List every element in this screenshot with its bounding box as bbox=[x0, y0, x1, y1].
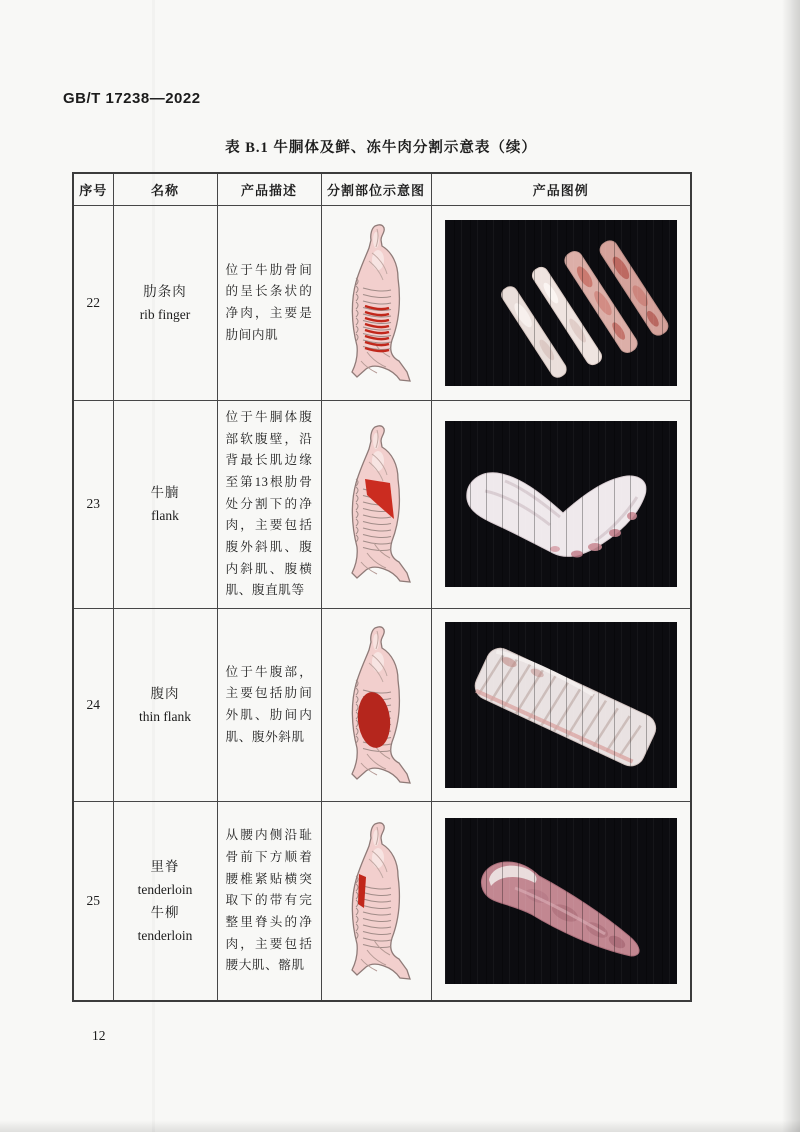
column-header-name: 名称 bbox=[113, 173, 217, 206]
product-photo-cell bbox=[431, 401, 691, 609]
cut-name bbox=[113, 206, 217, 401]
carcass-diagram bbox=[328, 222, 424, 384]
cut-description: 位于牛胴体腹部软腹壁，沿背最长肌边缘至第13根肋骨处分割下的净肉，主要包括腹外斜肌、腹内斜肌、腹横肌、腹直肌等 bbox=[217, 401, 321, 609]
product-photo-rib-finger bbox=[445, 220, 677, 386]
carcass-diagram bbox=[328, 820, 424, 982]
page-number: 12 bbox=[92, 1028, 106, 1043]
column-header-diagram: 分割部位示意图 bbox=[321, 173, 431, 206]
table-header-row bbox=[73, 173, 691, 206]
product-photo-flank bbox=[445, 421, 677, 587]
row-no: 22 bbox=[73, 206, 113, 401]
cut-name-zh: 肋条肉 bbox=[143, 284, 187, 299]
scan-edge-shadow bbox=[782, 0, 800, 1132]
cut-name-zh: 牛柳 bbox=[150, 905, 180, 921]
cut-name-zh: 牛腩 bbox=[150, 485, 180, 501]
cut-name-zh: 腹肉 bbox=[150, 685, 180, 701]
cut-description: 位于牛肋骨间的呈长条状的净肉，主要是肋间内肌 bbox=[217, 206, 321, 401]
cut-name bbox=[113, 401, 217, 609]
product-photo-tenderloin bbox=[445, 818, 677, 984]
cut-name-en: tenderloin bbox=[137, 928, 193, 944]
column-header-description: 产品描述 bbox=[217, 173, 321, 206]
product-photo-thin-flank bbox=[445, 622, 677, 788]
table-row bbox=[73, 401, 691, 609]
scan-edge-shadow bbox=[0, 1120, 800, 1132]
product-photo-cell bbox=[431, 801, 691, 1001]
cut-diagram-cell bbox=[321, 608, 431, 801]
carcass-diagram bbox=[328, 624, 424, 786]
cut-name-en: flank bbox=[151, 508, 179, 524]
cut-name bbox=[113, 608, 217, 801]
cut-diagram-cell bbox=[321, 801, 431, 1001]
table-row bbox=[73, 801, 691, 1001]
table-row bbox=[73, 608, 691, 801]
cut-diagram-cell bbox=[321, 401, 431, 609]
table-title: 表 B.1 牛胴体及鲜、冻牛肉分割示意表（续） bbox=[225, 140, 537, 156]
row-no: 24 bbox=[73, 608, 113, 801]
cut-diagram-cell bbox=[321, 206, 431, 401]
cut-name-en: tenderloin bbox=[137, 882, 193, 898]
beef-cuts-table bbox=[72, 172, 692, 1002]
cut-name-zh: 里脊 bbox=[150, 859, 180, 875]
carcass-diagram bbox=[328, 423, 424, 585]
column-header-no: 序号 bbox=[73, 173, 113, 206]
row-no: 23 bbox=[73, 401, 113, 609]
cut-name-en: thin flank bbox=[138, 708, 192, 724]
product-photo-cell bbox=[431, 608, 691, 801]
cut-description: 从腰内侧沿耻骨前下方顺着腰椎紧贴横突取下的带有完整里脊头的净肉，主要包括腰大肌、髂肌 bbox=[217, 801, 321, 1001]
column-header-photo: 产品图例 bbox=[431, 173, 691, 206]
cut-name bbox=[113, 801, 217, 1001]
cut-description: 位于牛腹部，主要包括肋间外肌、肋间内肌、腹外斜肌 bbox=[217, 608, 321, 801]
product-photo-cell bbox=[431, 206, 691, 401]
standard-number: GB/T 17238—2022 bbox=[63, 90, 201, 107]
table-row bbox=[73, 206, 691, 401]
cut-name-en: rib finger bbox=[139, 307, 191, 322]
row-no: 25 bbox=[73, 801, 113, 1001]
